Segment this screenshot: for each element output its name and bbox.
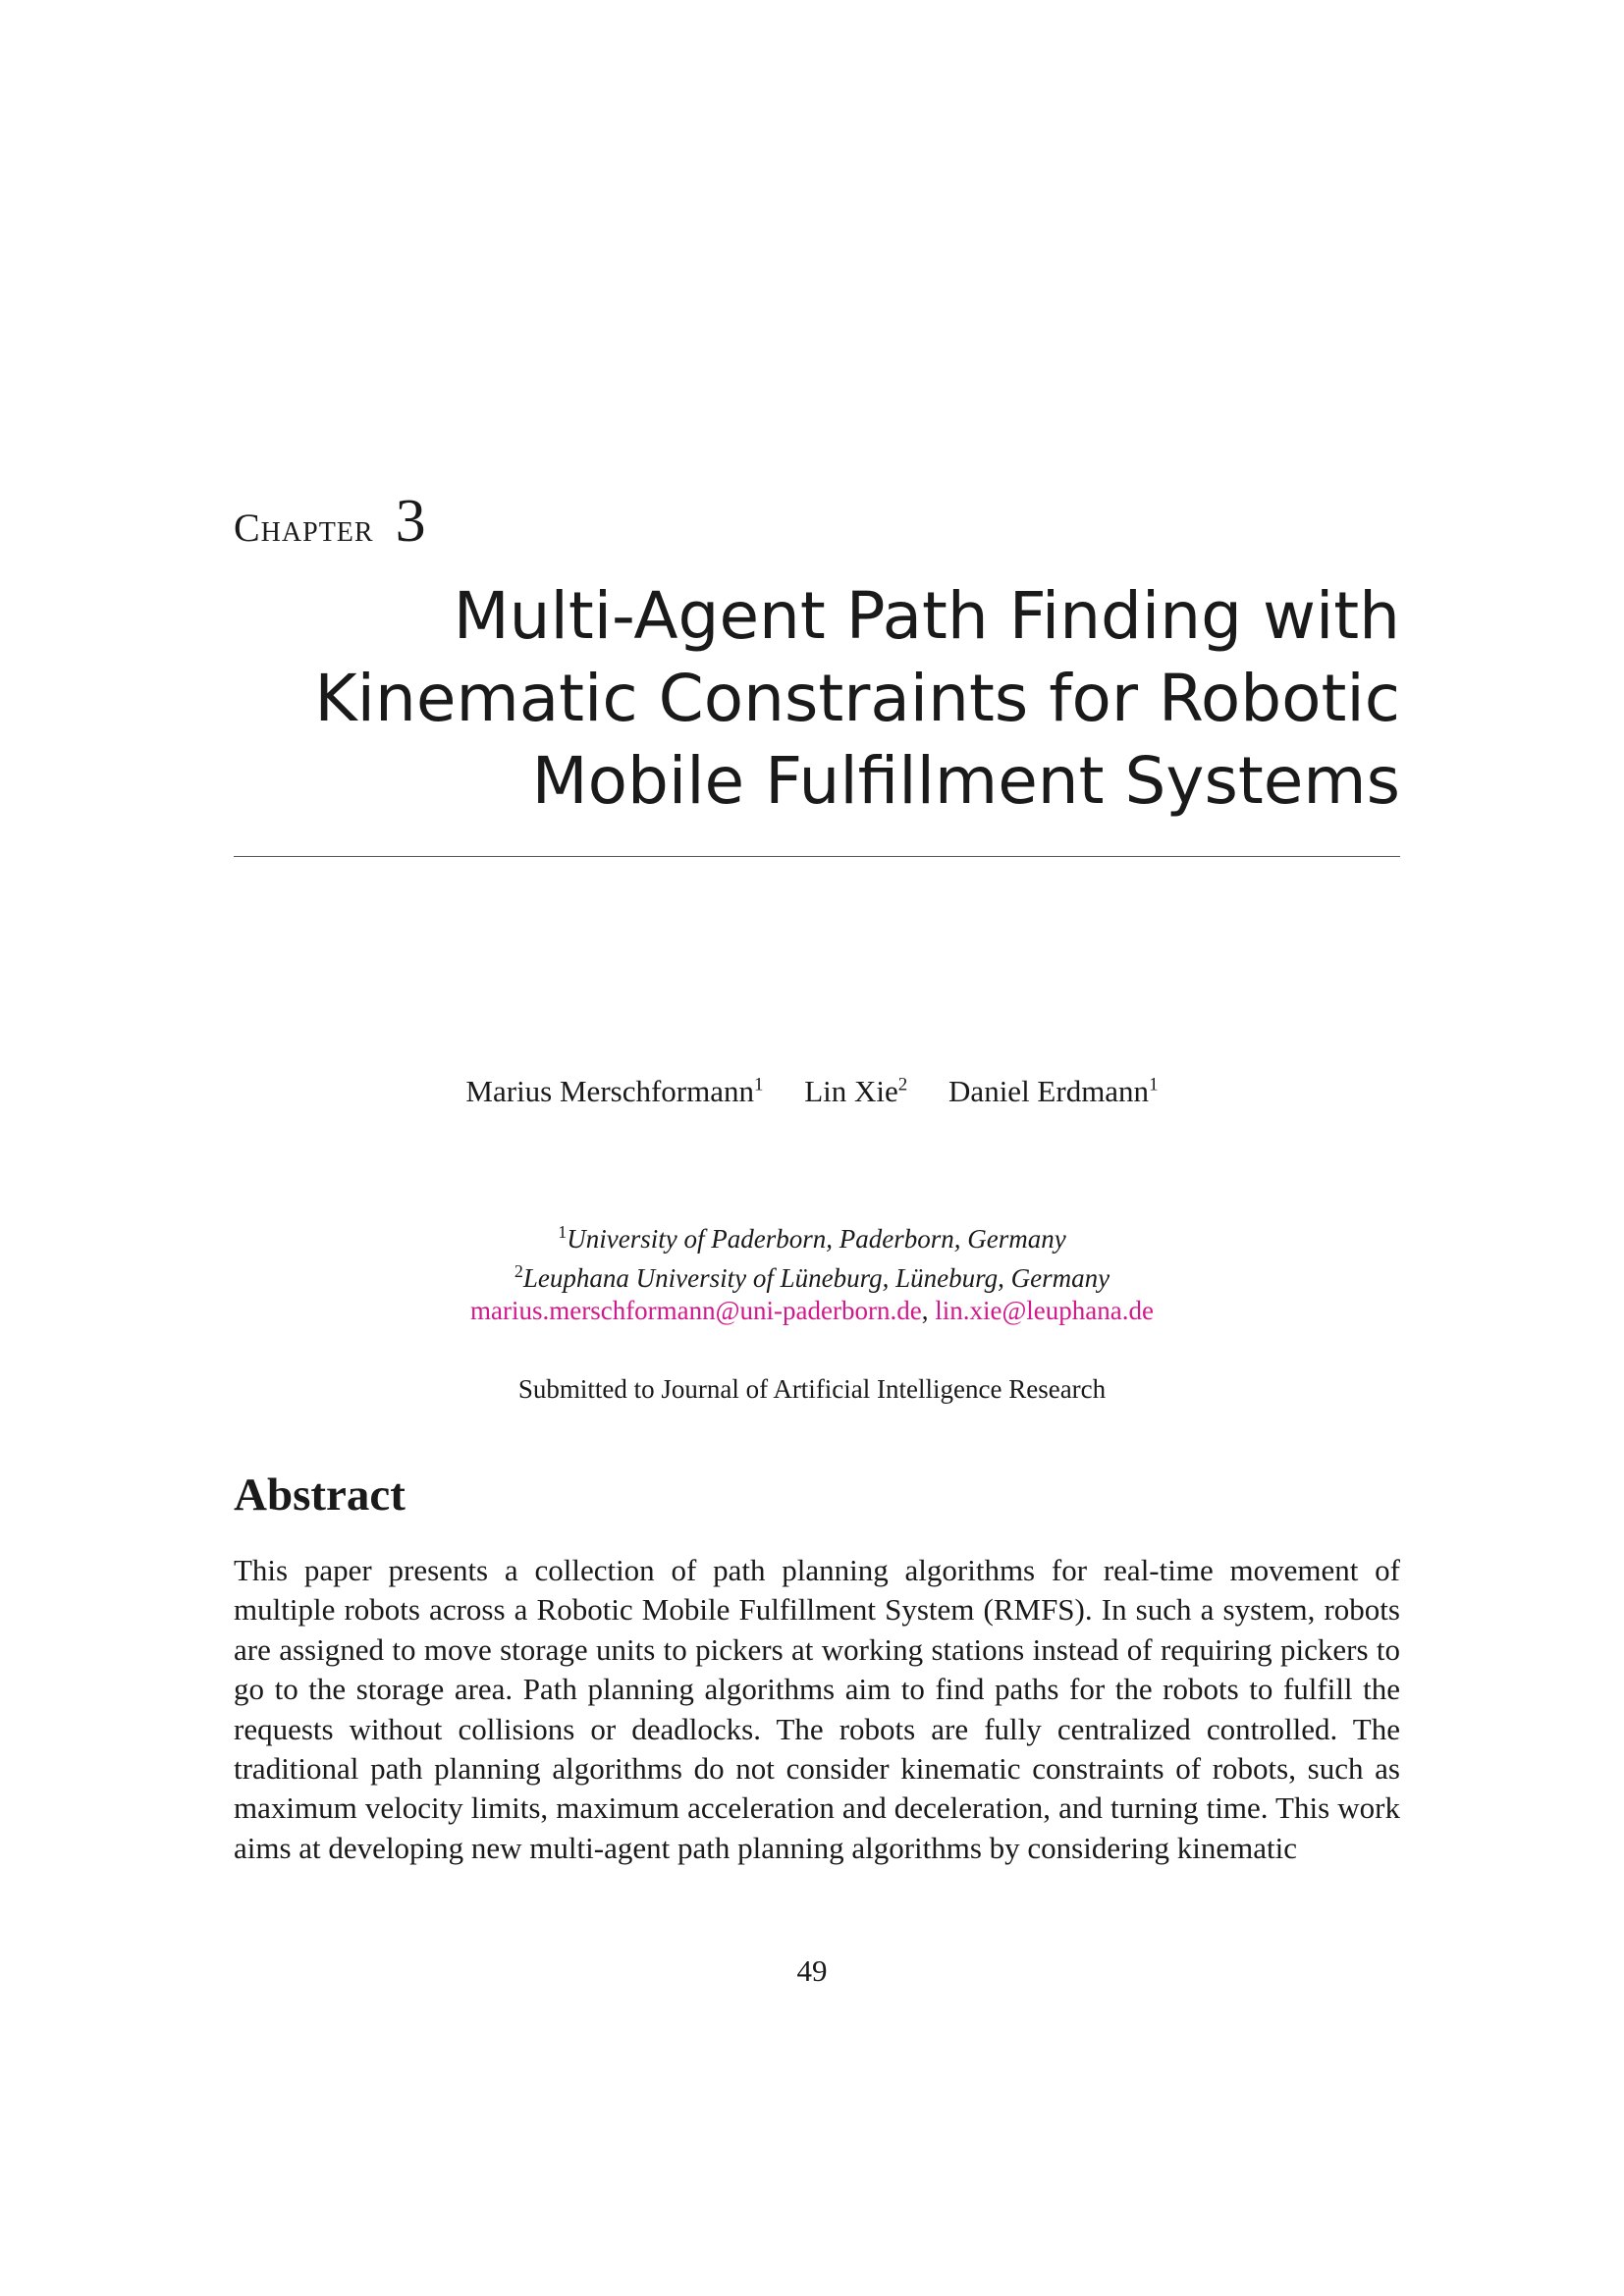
email-separator: ,: [921, 1296, 929, 1325]
submission-note: Submitted to Journal of Artificial Intelligence Research: [517, 1374, 1107, 1404]
title-divider: [234, 856, 1400, 857]
email-link[interactable]: lin.xie@leuphana.de: [935, 1296, 1154, 1325]
affiliation-mark: 1: [558, 1222, 568, 1242]
author: [465, 1074, 763, 1108]
page-number: 49: [796, 1953, 828, 1988]
author-affiliation-mark: 1: [753, 1074, 764, 1095]
author-name: Marius Merschformann: [465, 1074, 754, 1108]
author: [804, 1074, 907, 1108]
chapter-word: Chapter: [234, 506, 374, 550]
affiliation: [0, 1255, 1624, 1295]
author: [948, 1074, 1159, 1108]
author-affiliation-mark: 2: [897, 1074, 908, 1095]
affiliation-text: University of Paderborn, Paderborn, Germany: [567, 1224, 1066, 1254]
chapter-title: [222, 575, 1400, 823]
affiliations: [0, 1216, 1624, 1327]
chapter-number: 3: [395, 488, 426, 555]
author-affiliation-mark: 1: [1149, 1074, 1159, 1095]
affiliation: [0, 1216, 1624, 1255]
email-list: [0, 1295, 1624, 1327]
email-link[interactable]: marius.merschformann@uni-paderborn.de: [469, 1296, 922, 1325]
abstract-heading: Abstract: [234, 1469, 406, 1521]
affiliation-text: Leuphana University of Lüneburg, Lüneburg, Germany: [522, 1263, 1110, 1293]
chapter-title-line: Multi-Agent Path Finding with: [453, 578, 1400, 654]
affiliation-mark: 2: [514, 1261, 523, 1281]
author-name: Daniel Erdmann: [948, 1074, 1150, 1108]
author-name: Lin Xie: [804, 1074, 898, 1108]
abstract-text: This paper presents a collection of path planning algorithms for real-time movement of multiple robots across a Robotic Mobile Fulfillment System (RMFS). In such a system, robots are assigned to move storage units to pickers at working stations instead of requiring pickers to go to the storage area. Path planning algorithms aim to find paths for the robots to fulfill the requests without collisions or deadlocks. The robots are fully centralized controlled. The traditional path planning algorithms do not consider kinematic constraints of robots, such as maximum velocity limits, maximum acceleration and deceleration, and turning time. This work aims at developing new multi-agent path planning algorithms by considering kinematic: [234, 1553, 1400, 1865]
chapter-title-line: Kinematic Constraints for Robotic: [314, 661, 1400, 736]
author-list: [0, 1074, 1624, 1109]
chapter-title-line: Mobile Fulfillment Systems: [531, 743, 1400, 819]
chapter-label: [234, 487, 426, 557]
